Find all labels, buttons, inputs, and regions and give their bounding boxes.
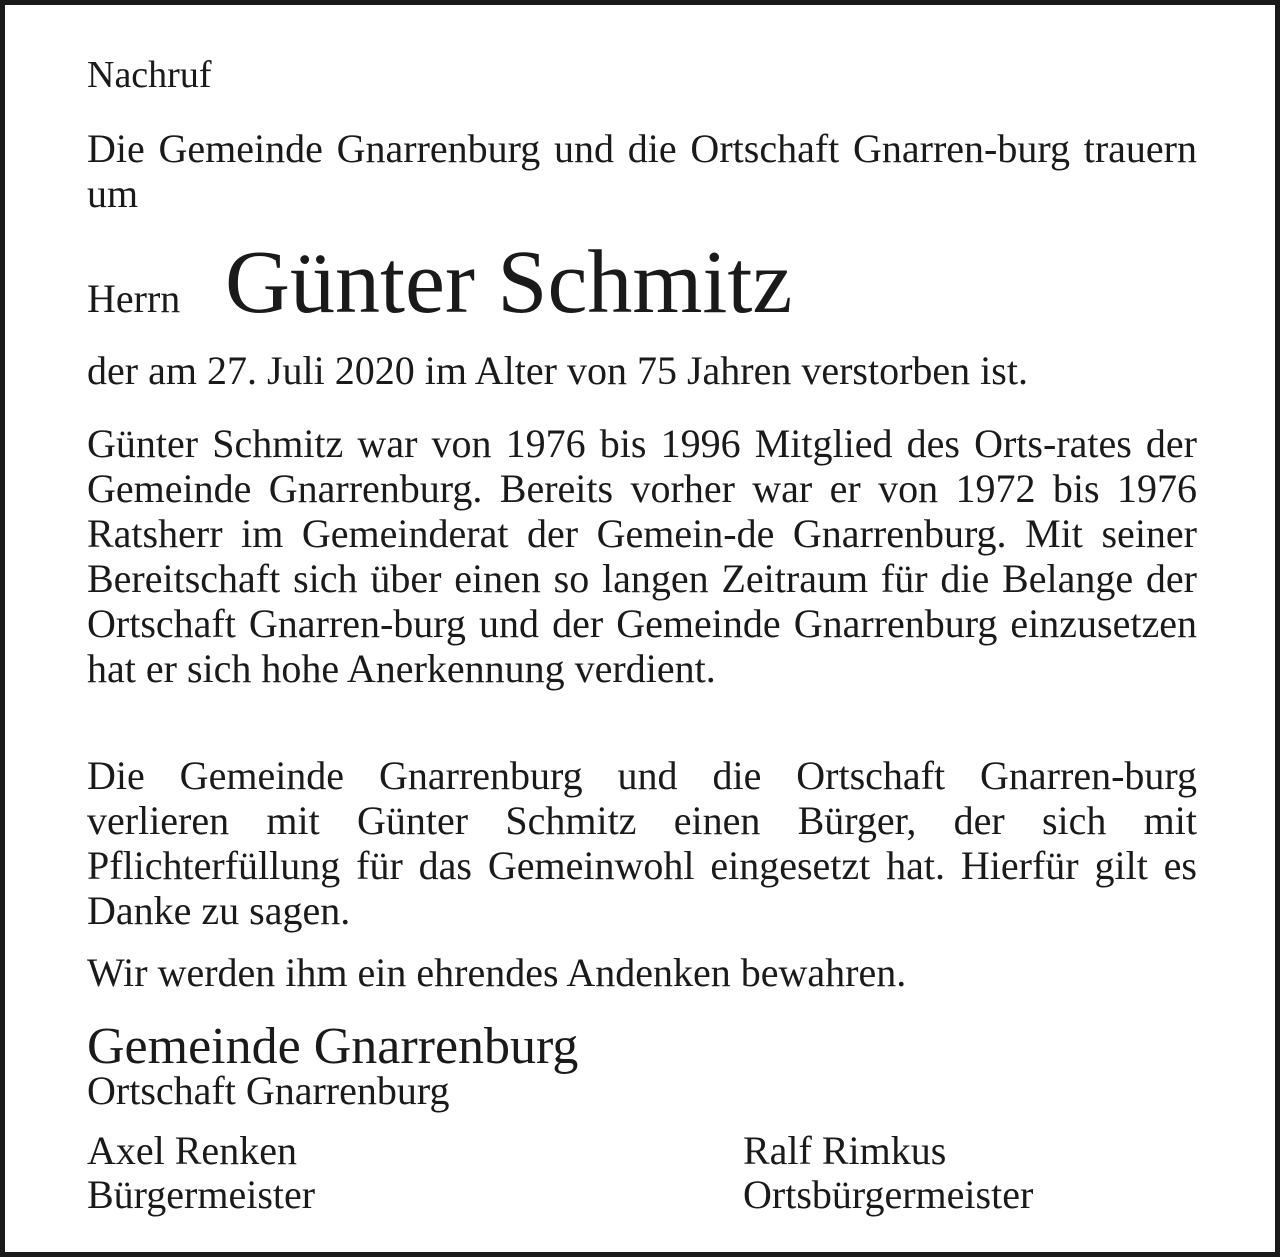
name-line [87, 233, 1197, 332]
locality-name: Ortschaft Gnarrenburg [87, 1068, 450, 1113]
signatory-right [743, 1129, 1033, 1217]
signatory-left-name: Axel Renken [87, 1128, 297, 1173]
deceased-name: Günter Schmitz [225, 233, 793, 332]
biography-paragraph: Günter Schmitz war von 1976 bis 1996 Mitglied des Orts-rates der Gemeinde Gnarrenburg. Bereits vorher war er von 1972 bis 1976 Ratsherr im Gemeinderat der Gemein-de Gnarrenburg. Mit seiner Bereitschaft sich über einen so langen Zeitraum für die Belange der Ortschaft Gnarren-burg und der Gemeinde Gnarrenburg einzusetzen hat er sich hohe Anerkennung verdient. [87, 421, 1197, 691]
intro-text: Die Gemeinde Gnarrenburg und die Ortschaft Gnarren-burg trauern um [87, 126, 1197, 216]
tribute-paragraph: Die Gemeinde Gnarrenburg und die Ortschaft Gnarren-burg verlieren mit Günter Schmitz einen Bürger, der sich mit Pflichterfüllung für das Gemeinwohl eingesetzt hat. Hierfür gilt es Danke zu sagen. [87, 753, 1197, 933]
municipality-name: Gemeinde Gnarrenburg [87, 1018, 579, 1075]
signatory-left-title: Bürgermeister [87, 1172, 316, 1217]
signatory-left [87, 1129, 315, 1217]
death-notice: der am 27. Juli 2020 im Alter von 75 Jahren verstorben ist. [87, 348, 1028, 393]
honorific: Herrn [87, 276, 181, 321]
signatory-right-name: Ralf Rimkus [743, 1128, 947, 1173]
signatory-right-title: Ortsbürgermeister [743, 1172, 1034, 1217]
heading: Nachruf [87, 54, 212, 96]
remembrance-line: Wir werden ihm ein ehrendes Andenken bewahren. [87, 950, 907, 995]
